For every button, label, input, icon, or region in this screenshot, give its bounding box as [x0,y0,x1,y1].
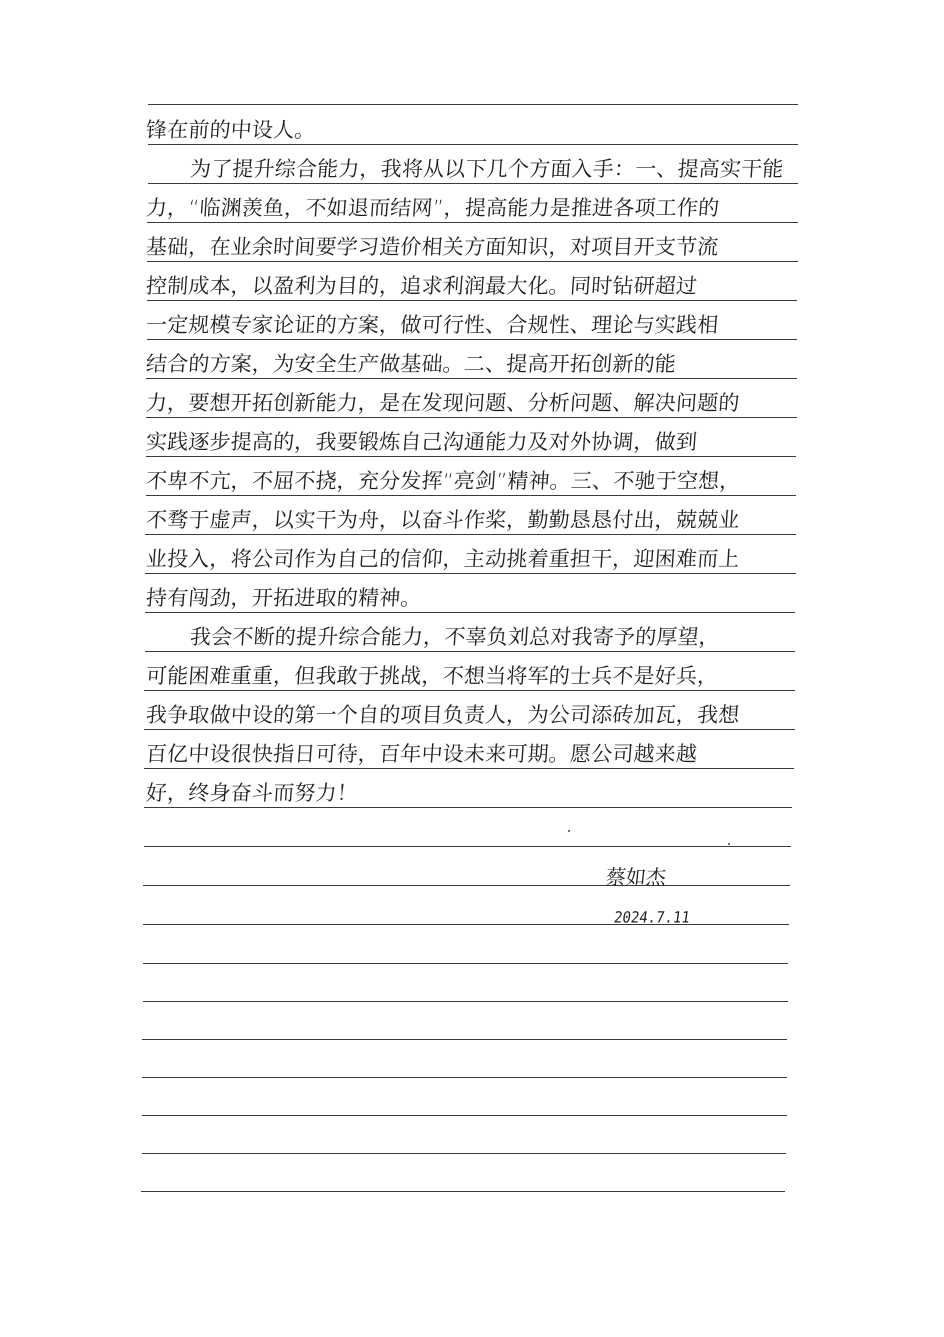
letter-line: 力，要想开拓创新能力，是在发现问题、分析问题、解决问题的 [145,391,741,415]
letter-line: 结合的方案，为安全生产做基础。二、提高开拓创新的能 [145,352,677,376]
ruled-line [146,456,796,457]
ruled-line [144,690,795,691]
ruled-line [144,846,791,847]
letter-line: 为了提升综合能力，我将从以下几个方面入手：一、提高实干能 [189,157,785,181]
ruled-line [145,651,795,652]
letter-line: 业投入，将公司作为自己的信仰，主动挑着重担干，迎困难而上 [145,547,741,571]
paper-speck [568,830,570,832]
ruled-line [144,768,794,769]
ruled-line [147,339,797,340]
ruled-line [145,573,796,574]
letter-line: 不卑不亢，不屈不挠，充分发挥“亮剑”精神。三、不驰于空想， [145,469,742,493]
ruled-line [148,183,798,184]
letter-line: 锋在前的中设人。 [145,118,317,142]
ruled-line [148,144,798,145]
ruled-line [144,807,792,808]
letter-line: 百亿中设很快指日可待，百年中设未来可期。愿公司越来越 [145,742,699,766]
letter-line: 好，终身奋斗而努力！ [145,781,359,805]
ruled-line [143,963,788,964]
letter-line: 不骛于虚声，以实干为舟，以奋斗作桨，勤勤恳恳付出，兢兢业 [145,508,741,532]
letter-line: 可能困难重重，但我敢于挑战，不想当将军的士兵不是好兵， [145,664,720,688]
ruled-line [141,1191,785,1192]
letter-line: 一定规模专家论证的方案，做可行性、合规性、理论与实践相 [145,313,720,337]
ruled-line [146,378,797,379]
ruled-line [146,417,797,418]
signature-date: 2024.7.11 [612,909,692,927]
letter-line: 基础，在业余时间要学习造价相关方面知识，对项目开支节流 [145,235,720,259]
ruled-line [142,1077,787,1078]
ruled-line [145,534,796,535]
ruled-line [147,261,798,262]
signature: 蔡如杰 [604,865,668,889]
ruled-line [148,104,798,105]
letter-line: 持有闯劲，开拓进取的精神。 [145,586,423,610]
paper-speck [728,843,730,845]
ruled-line [144,729,795,730]
letter-line: 我争取做中设的第一个自的项目负责人，为公司添砖加瓦，我想 [145,703,741,727]
ruled-line [142,1115,787,1116]
letter-line: 力，“临渊羡鱼，不如退而结网”，提高能力是推进各项工作的 [145,196,721,220]
ruled-line [142,1039,787,1040]
letter-line: 实践逐步提高的，我要锻炼自己沟通能力及对外协调，做到 [145,430,699,454]
letter-line: 我会不断的提升综合能力，不辜负刘总对我寄予的厚望， [189,625,721,649]
ruled-line [142,1153,786,1154]
letter-line: 控制成本，以盈利为目的，追求利润最大化。同时钻研超过 [145,274,699,298]
ruled-line [146,495,796,496]
ruled-line [143,1001,788,1002]
ruled-line [145,612,795,613]
ruled-line [147,300,797,301]
ruled-line [147,222,798,223]
